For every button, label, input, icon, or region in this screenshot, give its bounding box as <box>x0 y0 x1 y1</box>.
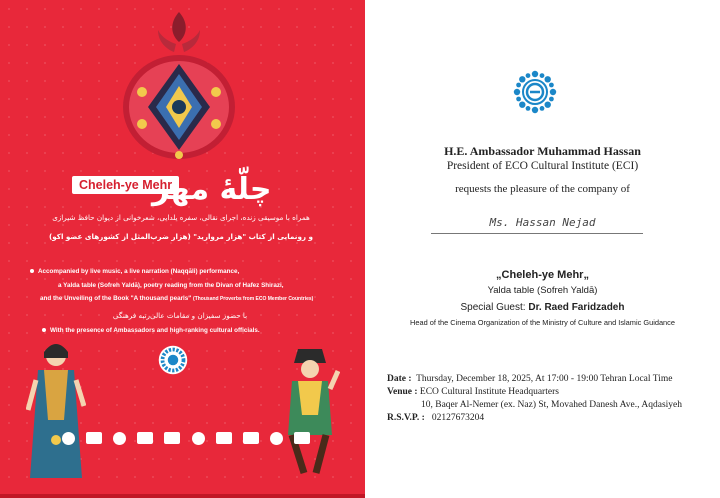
eco-logo-icon <box>513 70 557 114</box>
date-label: Date : <box>387 374 412 384</box>
request-text: requests the pleasure of the company of <box>455 183 630 195</box>
title-latin: Cheleh-ye Mehr <box>72 176 179 194</box>
english-line-2: a Yalda table (Sofreh Yaldā), poetry reading from the Divan of Hafez Shirazi, <box>58 282 284 289</box>
rsvp-row <box>387 412 682 425</box>
date-row <box>387 373 682 386</box>
sponsor-logo-icon <box>243 432 259 444</box>
sponsor-logo-icon <box>164 432 180 444</box>
persian-line-3: با حضور سفیران و مقامات عالی‌رتبه فرهنگی <box>112 311 248 320</box>
sponsor-logo-bar <box>62 428 310 448</box>
sponsor-logo-icon <box>137 432 153 444</box>
bullet-icon <box>42 328 46 332</box>
eco-logo-icon <box>158 345 188 375</box>
sponsor-logo-icon <box>294 432 310 444</box>
host-name: H.E. Ambassador Muhammad Hassan <box>444 144 641 158</box>
english-line-1 <box>30 268 239 275</box>
right-figure-illustration <box>278 345 340 475</box>
english-line-4 <box>42 327 260 334</box>
venue-address: 10, Baqer Al-Nemer (ex. Naz) St, Movahed Danesh Ave., Aqdasiyeh <box>421 400 683 410</box>
sponsor-logo-icon <box>216 432 232 444</box>
rsvp-value: 02127673204 <box>431 413 485 423</box>
guest-name-underline <box>431 233 643 234</box>
english-line-1-text: Accompanied by live music, a live narration (Naqqāli) performance, <box>38 268 240 275</box>
date-value: Thursday, December 18, 2025, At 17:00 - 19:00 Tehran Local Time <box>416 374 673 384</box>
event-name: „Cheleh-ye Mehr„ <box>496 269 589 281</box>
venue-label: Venue : <box>387 387 418 397</box>
sponsor-logo-icon <box>192 432 205 445</box>
event-subtitle: Yalda table (Sofreh Yaldā) <box>487 285 598 296</box>
venue-row <box>387 386 682 399</box>
sponsor-logo-icon <box>113 432 126 445</box>
special-guest-role: Head of the Cinema Organization of the Ministry of Culture and Islamic Guidance <box>410 318 675 327</box>
guest-name: Ms. Hassan Nejad <box>489 216 596 229</box>
title-persian: چلّهٔ مهر <box>152 172 272 207</box>
english-line-4-text: With the presence of Ambassadors and high-ranking cultural officials. <box>50 327 260 334</box>
english-line-3 <box>40 295 313 302</box>
invitation-card <box>365 0 720 498</box>
persian-line-1: همراه با موسیقی زنده، اجرای نقالی، سفره یلدایی، شعرخوانی از دیوان حافظ شیرازی <box>52 213 310 222</box>
special-guest-name: Dr. Raed Faridzadeh <box>528 302 625 313</box>
sponsor-logo-icon <box>62 432 75 445</box>
rsvp-label: R.S.V.P. : <box>387 413 425 423</box>
special-guest <box>365 302 720 313</box>
pomegranate-icon <box>118 12 240 162</box>
venue-value: ECO Cultural Institute Headquarters <box>419 387 559 397</box>
sponsor-logo-icon <box>86 432 102 444</box>
english-line-3-text: and the Unveiling of the Book "A thousand pearls" <box>40 295 192 302</box>
poster-footer-strip <box>0 494 365 498</box>
left-figure-illustration <box>26 340 86 480</box>
event-details <box>387 373 682 425</box>
sponsor-logo-icon <box>270 432 283 445</box>
bullet-icon <box>30 269 34 273</box>
special-guest-label: Special Guest: <box>460 302 526 313</box>
english-line-3-small: (Thousand Proverbs from ECO Member Countries) <box>193 296 314 302</box>
persian-line-2: و رونمایی از کتاب "هزار مروارید" (هزار ضرب‌المثل از کشورهای عضو اکو) <box>48 232 314 241</box>
host-title: President of ECO Cultural Institute (ECI) <box>446 160 639 172</box>
